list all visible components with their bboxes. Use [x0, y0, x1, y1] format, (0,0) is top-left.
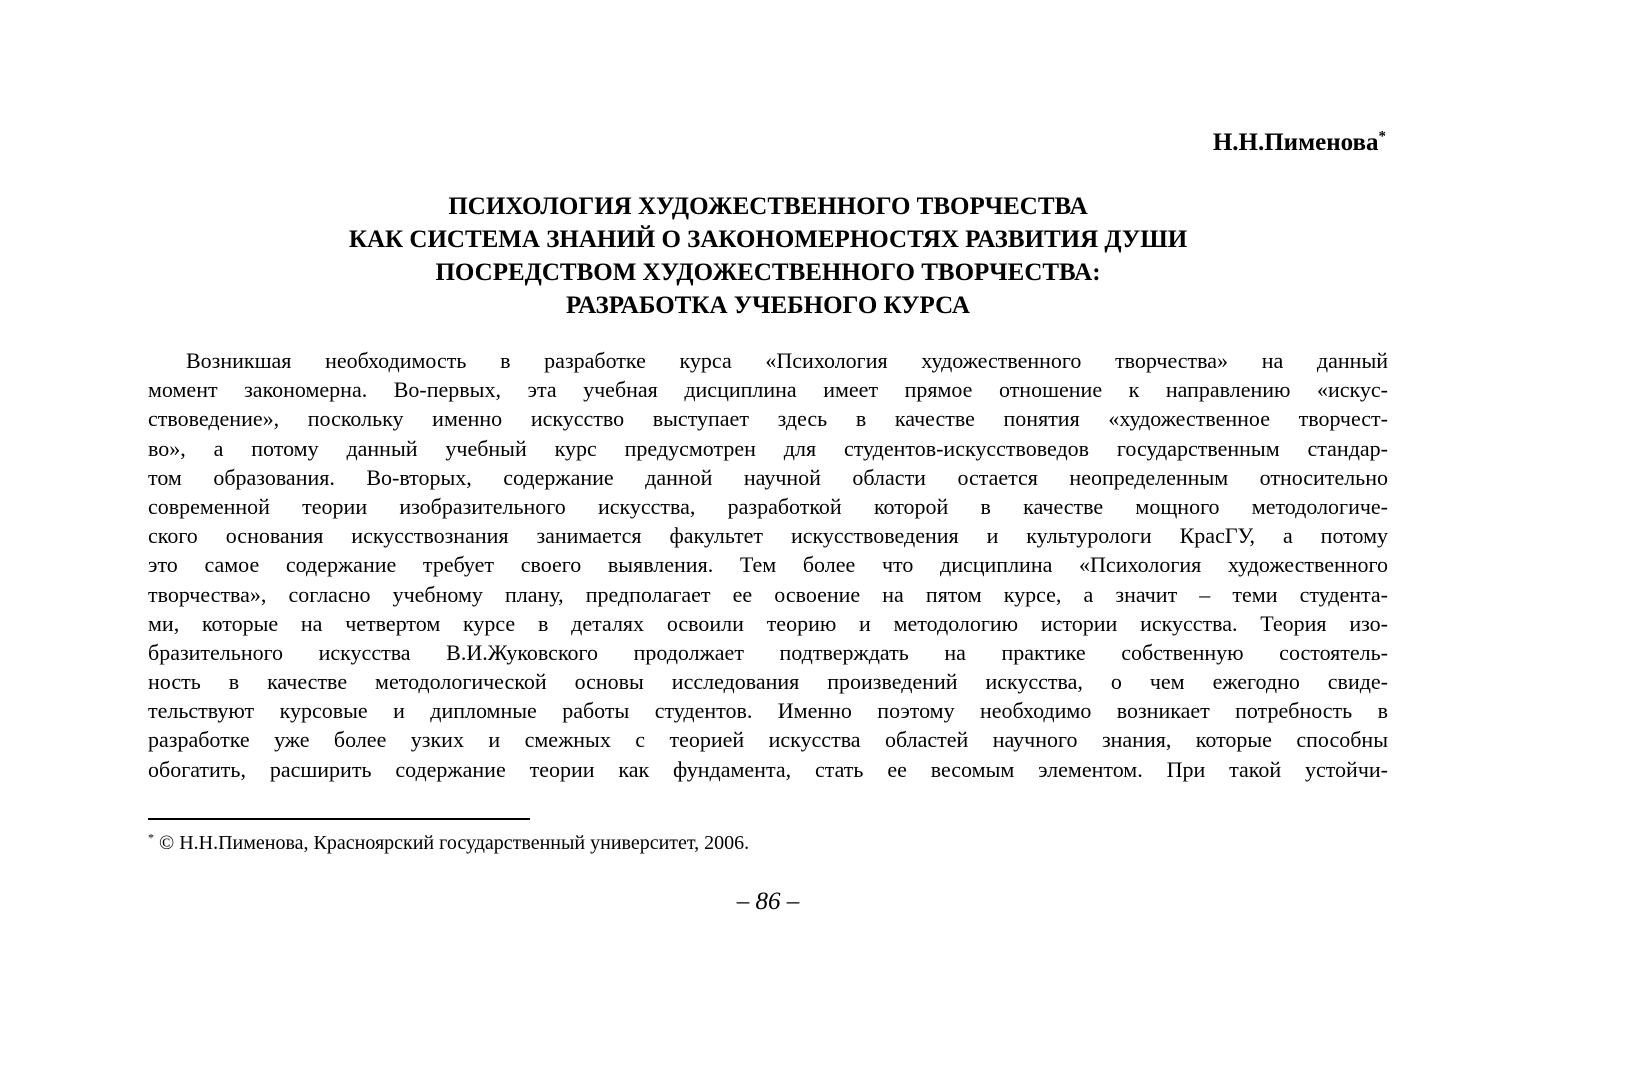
- body-line: ского основания искусствознания занимается факультет искусствоведения и культурологи КрасГУ, а потому: [148, 523, 1388, 549]
- footnote: [148, 830, 1388, 856]
- body-paragraph: [148, 346, 1388, 784]
- body-line: ми, которые на четвертом курсе в деталях освоили теорию и методологию истории искусства. Теория изо-: [148, 610, 1388, 636]
- page-content: [148, 128, 1388, 916]
- footnote-separator: [148, 818, 530, 820]
- author-line: [148, 128, 1388, 158]
- body-line: ствоведение», поскольку именно искусство выступает здесь в качестве понятия «художественное творчест-: [148, 406, 1388, 432]
- body-line: во», а потому данный учебный курс предусмотрен для студентов-искусствоведов государственным стандар-: [148, 435, 1388, 461]
- author-name: Н.Н.Пименова: [1212, 129, 1379, 156]
- title-line: КАК СИСТЕМА ЗНАНИЙ О ЗАКОНОМЕРНОСТЯХ РАЗВИТИЯ ДУШИ: [348, 226, 1188, 253]
- title-line: РАЗРАБОТКА УЧЕБНОГО КУРСА: [566, 292, 970, 319]
- body-line: разработке уже более узких и смежных с теорией искусства областей научного знания, которые способны: [148, 727, 1388, 753]
- body-line: том образования. Во-вторых, содержание данной научной области остается неопределенным относительно: [148, 464, 1388, 490]
- body-line: это самое содержание требует своего выявления. Тем более что дисциплина «Психология художественного: [148, 552, 1388, 578]
- body-line: обогатить, расширить содержание теории как фундамента, стать ее весомым элементом. При такой устойчи-: [148, 756, 1388, 782]
- author-footnote-marker: *: [1378, 128, 1386, 145]
- footnote-marker: *: [148, 830, 154, 845]
- article-title: [148, 190, 1388, 322]
- body-line: Возникшая необходимость в разработке курса «Психология художественного творчества» на данный: [186, 348, 1388, 373]
- body-line: творчества», согласно учебному плану, предполагает ее освоение на пятом курсе, а значит – теми студента-: [148, 581, 1388, 607]
- body-line: бразительного искусства В.И.Жуковского продолжает подтверждать на практике собственную состоятель-: [148, 639, 1388, 665]
- title-line: ПОСРЕДСТВОМ ХУДОЖЕСТВЕННОГО ТВОРЧЕСТВА:: [435, 259, 1101, 286]
- body-line: современной теории изобразительного искусства, разработкой которой в качестве мощного методологиче-: [148, 493, 1388, 519]
- body-line: тельствуют курсовые и дипломные работы студентов. Именно поэтому необходимо возникает потребность в: [148, 698, 1388, 724]
- footnote-text: © Н.Н.Пименова, Красноярский государственный университет, 2006.: [159, 831, 750, 854]
- title-line: ПСИХОЛОГИЯ ХУДОЖЕСТВЕННОГО ТВОРЧЕСТВА: [448, 193, 1088, 220]
- body-line: ность в качестве методологической основы исследования произведений искусства, о чем ежегодно свиде-: [148, 669, 1388, 695]
- page-number: – 86 –: [736, 887, 800, 915]
- body-line: момент закономерна. Во-первых, эта учебная дисциплина имеет прямое отношение к направлению «искус-: [148, 377, 1388, 403]
